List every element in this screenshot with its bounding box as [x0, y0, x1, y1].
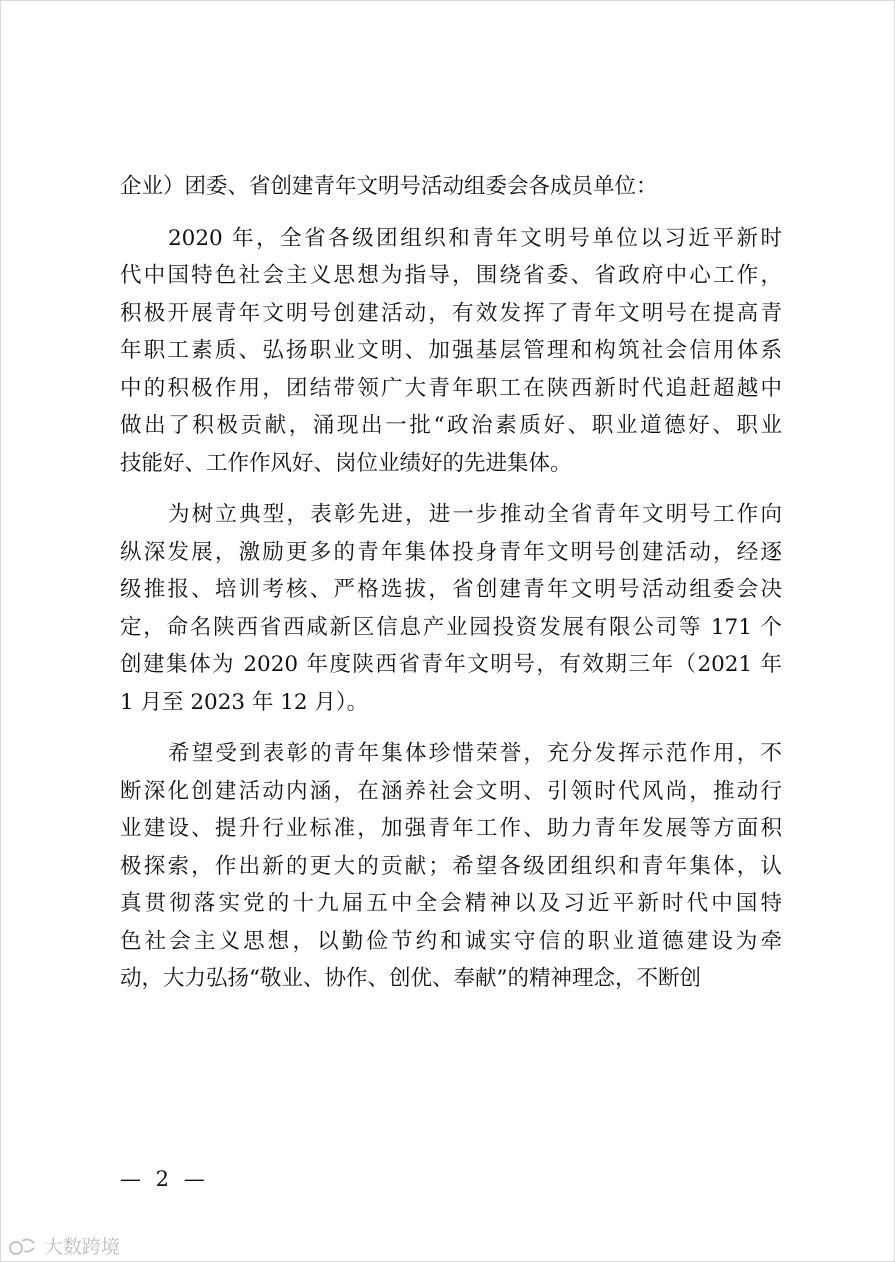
text-line: 积极开展青年文明号创建活动，有效发挥了青年文明号在提高青	[120, 300, 782, 326]
text-line: 真贯彻落实党的十九届五中全会精神以及习近平新时代中国特	[120, 891, 782, 916]
text-line: 色社会主义思想，以勤俭节约和诚实守信的职业道德建设为牵	[120, 928, 782, 954]
watermark-text: 大数跨境	[44, 1236, 121, 1258]
watermark	[8, 1232, 120, 1259]
text-line: 创建集体为 2020 年度陕西省青年文明号，有效期三年（2021 年	[120, 652, 782, 677]
document-body	[120, 168, 782, 998]
text-line: 企业）团委、省创建青年文明号活动组委会各成员单位：	[120, 174, 658, 199]
text-line: 年职工素质、弘扬职业文明、加强基层管理和构筑社会信用体系	[120, 338, 782, 363]
text-line: 为树立典型，表彰先进，进一步推动全省青年文明号工作向	[168, 502, 782, 527]
paragraph	[120, 735, 782, 998]
text-line: 技能好、工作作风好、岗位业绩好的先进集体。	[120, 450, 572, 476]
paragraph-gap	[120, 206, 782, 220]
paragraph-gap	[120, 482, 782, 496]
text-line: 希望受到表彰的青年集体珍惜荣誉，充分发挥示范作用，不	[168, 741, 782, 766]
text-line: 做出了积极贡献，涌现出一批“政治素质好、职业道德好、职业	[120, 413, 782, 438]
page-number: — 2 —	[120, 1167, 209, 1191]
text-line: 2020 年，全省各级团组织和青年文明号单位以习近平新时	[168, 225, 782, 251]
text-line: 纵深发展，激励更多的青年集体投身青年文明号创建活动，经逐	[120, 539, 782, 565]
paragraph	[120, 496, 782, 721]
paragraph-gap	[120, 721, 782, 735]
paragraph	[120, 220, 782, 483]
text-line: 极探索，作出新的更大的贡献；希望各级团组织和青年集体，认	[120, 853, 782, 879]
paragraph	[120, 168, 782, 206]
text-line: 1 月至 2023 年 12 月）。	[120, 689, 369, 715]
text-line: 断深化创建活动内涵，在涵养社会文明、引领时代风尚，推动行	[120, 778, 782, 804]
text-line: 业建设、提升行业标准，加强青年工作、助力青年发展等方面积	[120, 816, 782, 841]
text-line: 级推报、培训考核、严格选拔，省创建青年文明号活动组委会决	[120, 577, 782, 602]
brand-logo-icon	[8, 1235, 38, 1257]
text-line: 代中国特色社会主义思想为指导，围绕省委、省政府中心工作，	[120, 263, 782, 288]
text-line: 动，大力弘扬“敬业、协作、创优、奉献”的精神理念，不断创	[120, 966, 701, 991]
text-line: 中的积极作用，团结带领广大青年职工在陕西新时代追赶超越中	[120, 375, 782, 401]
text-line: 定，命名陕西省西咸新区信息产业园投资发展有限公司等 171 个	[120, 614, 782, 640]
